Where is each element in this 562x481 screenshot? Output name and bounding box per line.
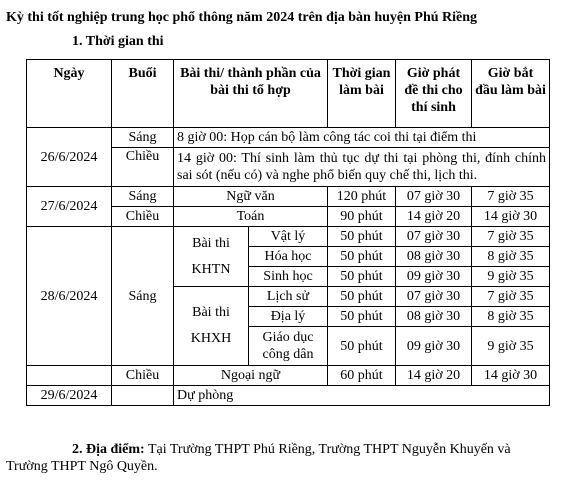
start-time-cell: 7 giờ 35 (472, 287, 550, 307)
header-session: Buổi (112, 60, 174, 128)
start-time-cell: 9 giờ 35 (472, 267, 550, 287)
start-time-cell: 7 giờ 35 (472, 187, 550, 207)
duration-cell: 90 phút (328, 207, 396, 227)
issue-time-cell: 14 giờ 20 (396, 366, 472, 386)
date-cell: 27/6/2024 (27, 187, 112, 227)
issue-time-cell: 09 giờ 30 (396, 327, 472, 366)
table-row (27, 187, 550, 207)
subject-cell: Ngoại ngữ (174, 366, 328, 386)
group-label: Bài thi (192, 235, 230, 251)
subject-cell: Toán (174, 207, 328, 227)
subject-cell: Hóa học (249, 247, 328, 267)
header-issue-time: Giờ phát đề thi cho thí sinh (396, 60, 472, 128)
session-cell: Sáng (112, 227, 174, 366)
header-subject: Bài thi/ thành phần của bài thi tổ hợp (174, 60, 328, 128)
table-header-row (27, 60, 550, 128)
date-cell: 29/6/2024 (27, 386, 112, 406)
session-cell: Chiều (112, 366, 174, 386)
start-time-cell: 8 giờ 35 (472, 307, 550, 327)
subject-cell: Giáo dục công dân (249, 327, 328, 366)
subject-cell: Vật lý (249, 227, 328, 247)
subject-cell: Địa lý (249, 307, 328, 327)
group-cell-khtn (174, 227, 249, 287)
header-date: Ngày (27, 60, 112, 128)
duration-cell: 50 phút (328, 247, 396, 267)
issue-time-cell: 09 giờ 30 (396, 267, 472, 287)
note-cell: 8 giờ 00: Họp cán bộ làm công tác coi thi tại điểm thi (174, 128, 550, 148)
date-cell-empty (27, 366, 112, 386)
session-cell-empty (112, 386, 174, 406)
duration-cell: 50 phút (328, 327, 396, 366)
issue-time-cell: 08 giờ 30 (396, 307, 472, 327)
table-row (27, 366, 550, 386)
issue-time-cell: 07 giờ 30 (396, 287, 472, 307)
duration-cell: 50 phút (328, 287, 396, 307)
subject-cell: Sinh học (249, 267, 328, 287)
group-label: Bài thi (192, 305, 230, 320)
subject-cell: Lịch sử (249, 287, 328, 307)
session-cell: Chiều (112, 148, 174, 187)
header-duration: Thời gian làm bài (328, 60, 396, 128)
exam-schedule-table (26, 59, 550, 406)
duration-cell: 50 phút (328, 227, 396, 247)
duration-cell: 50 phút (328, 267, 396, 287)
date-cell: 26/6/2024 (27, 128, 112, 187)
start-time-cell: 7 giờ 35 (472, 227, 550, 247)
issue-time-cell: 07 giờ 30 (396, 227, 472, 247)
group-label: KHTN (191, 261, 231, 277)
issue-time-cell: 14 giờ 20 (396, 207, 472, 227)
issue-time-cell: 07 giờ 30 (396, 187, 472, 207)
table-row (27, 386, 550, 406)
duration-cell: 60 phút (328, 366, 396, 386)
section-title-time: 1. Thời gian thi (72, 34, 164, 49)
location-label: 2. Địa điểm: (72, 442, 145, 457)
table-row (27, 128, 550, 148)
start-time-cell: 8 giờ 35 (472, 247, 550, 267)
note-cell: Dự phòng (174, 386, 550, 406)
group-cell-khxh (174, 287, 249, 366)
location-paragraph (6, 441, 546, 475)
issue-time-cell: 08 giờ 30 (396, 247, 472, 267)
subject-cell: Ngữ văn (174, 187, 328, 207)
duration-cell: 120 phút (328, 187, 396, 207)
location-text: Tại Trường THPT Phú Riềng, Trường THPT Nguyễn Khuyến và Trường THPT Ngô Quyền. (6, 442, 511, 474)
date-cell: 28/6/2024 (27, 227, 112, 366)
duration-cell: 50 phút (328, 307, 396, 327)
session-cell: Chiều (112, 207, 174, 227)
start-time-cell: 14 giờ 30 (472, 366, 550, 386)
session-cell: Sáng (112, 187, 174, 207)
group-label: KHXH (190, 331, 232, 346)
table-row (27, 227, 550, 247)
start-time-cell: 9 giờ 35 (472, 327, 550, 366)
note-cell: 14 giờ 00: Thí sinh làm thủ tục dự thi tại phòng thi, đính chính sai sót (nếu có) và nghe phổ biến quy chế thi, lịch thi. (174, 148, 550, 187)
start-time-cell: 14 giờ 30 (472, 207, 550, 227)
document-heading: Kỳ thi tốt nghiệp trung học phổ thông năm 2024 trên địa bàn huyện Phú Riềng (6, 10, 478, 25)
header-start-time: Giờ bắt đầu làm bài (472, 60, 550, 128)
session-cell: Sáng (112, 128, 174, 148)
